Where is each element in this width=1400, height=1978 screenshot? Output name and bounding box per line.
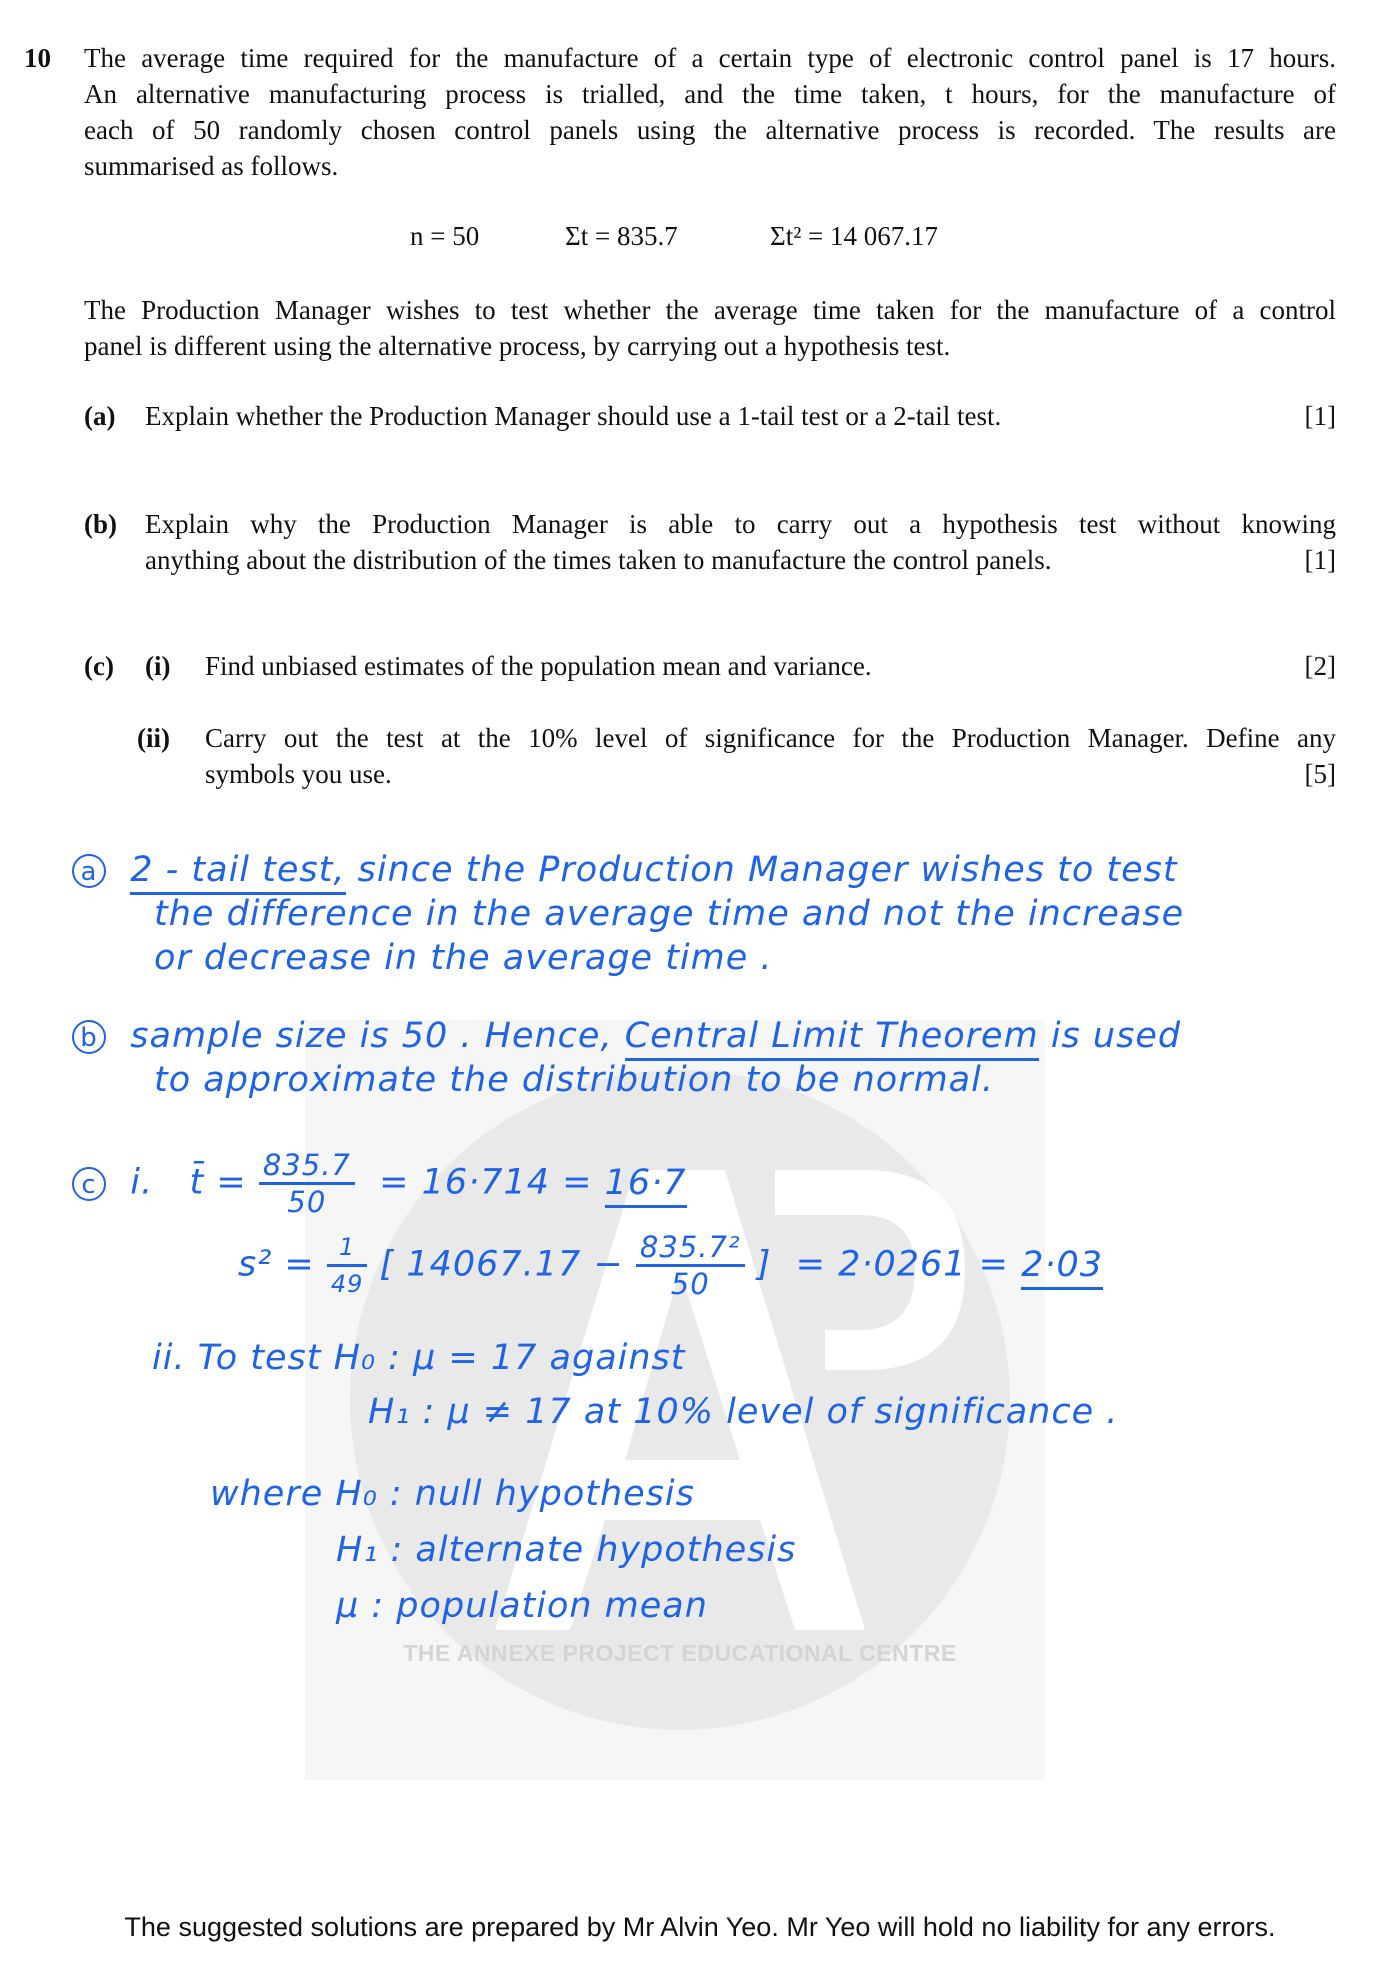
part-c-ii-marks: [5] xyxy=(1304,759,1336,789)
solution-c-i-mean xyxy=(72,1148,687,1219)
part-a xyxy=(145,398,1336,434)
variance-coef-denominator: 49 xyxy=(330,1270,364,1298)
intro-line: each of 50 randomly chosen control panels using the alternative process is recorded. The results are xyxy=(84,115,1336,145)
part-b xyxy=(145,506,1336,578)
summary-sum-t: Σt = 835.7 xyxy=(565,221,678,251)
question-number: 10 xyxy=(24,43,51,73)
intro-line: The average time required for the manufacture of a certain type of electronic control panel is 17 hours. xyxy=(84,43,1336,73)
part-c-ii-line: Carry out the test at the 10% level of significance for the Production Manager. Define any xyxy=(205,723,1336,753)
solution-b-line: sample size is 50 . Hence, xyxy=(130,1016,625,1056)
part-a-text: Explain whether the Production Manager should use a 1-tail test or a 2-tail test. xyxy=(145,401,1002,431)
footer-disclaimer: The suggested solutions are prepared by Mr Alvin Yeo. Mr Yeo will hold no liability for any errors. xyxy=(124,1912,1276,1942)
variance-answer: 2·03 xyxy=(1021,1245,1103,1290)
variance-inner-numerator: 835.7² xyxy=(636,1230,745,1267)
mean-denominator: 50 xyxy=(287,1185,327,1219)
solution-c-i-variance xyxy=(238,1230,1103,1301)
solution-c-i-label: i. xyxy=(130,1162,154,1203)
part-c-label: (c) xyxy=(84,651,114,681)
part-a-label: (a) xyxy=(84,401,116,431)
solution-c-ii-h1: H₁ : μ ≠ 17 at 10% level of significance . xyxy=(368,1392,1119,1432)
part-c-i-text: Find unbiased estimates of the population mean and variance. xyxy=(205,651,872,681)
solution-c-label: c xyxy=(72,1167,106,1201)
mean-rhs: = 16·714 = xyxy=(379,1162,605,1203)
variance-bracket-close: ] xyxy=(756,1244,772,1285)
variance-inner-denominator: 50 xyxy=(670,1267,710,1301)
definition-h0: where H₀ : null hypothesis xyxy=(210,1474,695,1514)
part-c-ii xyxy=(205,720,1336,792)
summary-n: n = 50 xyxy=(410,221,480,251)
variance-coef-fraction xyxy=(327,1230,368,1301)
manager-line: panel is different using the alternative process, by carrying out a hypothesis test. xyxy=(84,331,951,361)
mean-numerator: 835.7 xyxy=(259,1148,355,1185)
part-c-ii-label: (ii) xyxy=(137,723,170,753)
solution-a-answer: 2 - tail test, xyxy=(130,850,345,895)
part-b-label: (b) xyxy=(84,509,117,539)
variance-bracket-open: [ 14067.17 − xyxy=(379,1244,624,1285)
question-intro xyxy=(84,40,1336,184)
manager-line: The Production Manager wishes to test whether the average time taken for the manufacture of a control xyxy=(84,295,1336,325)
solution-c-ii-h0: ii. To test H₀ : μ = 17 against xyxy=(152,1338,686,1378)
definition-h1: H₁ : alternate hypothesis xyxy=(336,1530,797,1570)
solution-a-label: a xyxy=(72,854,106,888)
solution-b-line: is used xyxy=(1038,1016,1182,1056)
intro-line: An alternative manufacturing process is trialled, and the time taken, t hours, for the manufacture of xyxy=(84,79,1336,109)
mean-fraction xyxy=(259,1148,355,1219)
part-b-marks: [1] xyxy=(1304,545,1336,575)
part-c-i xyxy=(205,648,1336,684)
definition-mu: μ : population mean xyxy=(336,1586,708,1626)
intro-line: summarised as follows. xyxy=(84,151,339,181)
solution-a-line: the difference in the average time and not the increase xyxy=(154,894,1185,934)
solution-b-theorem: Central Limit Theorem xyxy=(625,1016,1039,1061)
part-c-i-marks: [2] xyxy=(1304,651,1336,681)
solution-a-line: since the Production Manager wishes to test xyxy=(345,850,1178,890)
variance-rhs: = 2·0261 = xyxy=(795,1244,1022,1285)
solution-b-label: b xyxy=(72,1020,106,1054)
summary-sum-t2: Σt² = 14 067.17 xyxy=(770,221,939,251)
part-c-ii-line: symbols you use. xyxy=(205,759,392,789)
solution-a xyxy=(72,848,1184,980)
mean-answer: 16·7 xyxy=(605,1163,687,1208)
solution-b xyxy=(72,1014,1181,1102)
part-a-marks: [1] xyxy=(1304,401,1336,431)
part-b-line: Explain why the Production Manager is able to carry out a hypothesis test without knowing xyxy=(145,509,1336,539)
variance-lhs: s² = xyxy=(238,1244,315,1285)
part-b-line: anything about the distribution of the times taken to manufacture the control panels. xyxy=(145,545,1052,575)
manager-paragraph xyxy=(84,292,1336,364)
variance-inner-fraction xyxy=(636,1230,745,1301)
mean-lhs: t̄ = xyxy=(189,1162,247,1203)
watermark-text: THE ANNEXE PROJECT EDUCATIONAL CENTRE xyxy=(403,1640,957,1666)
variance-coef-numerator: 1 xyxy=(327,1230,368,1267)
solution-a-line: or decrease in the average time . xyxy=(154,938,773,978)
part-c-i-label: (i) xyxy=(145,651,171,681)
solution-b-line: to approximate the distribution to be normal. xyxy=(154,1060,994,1100)
